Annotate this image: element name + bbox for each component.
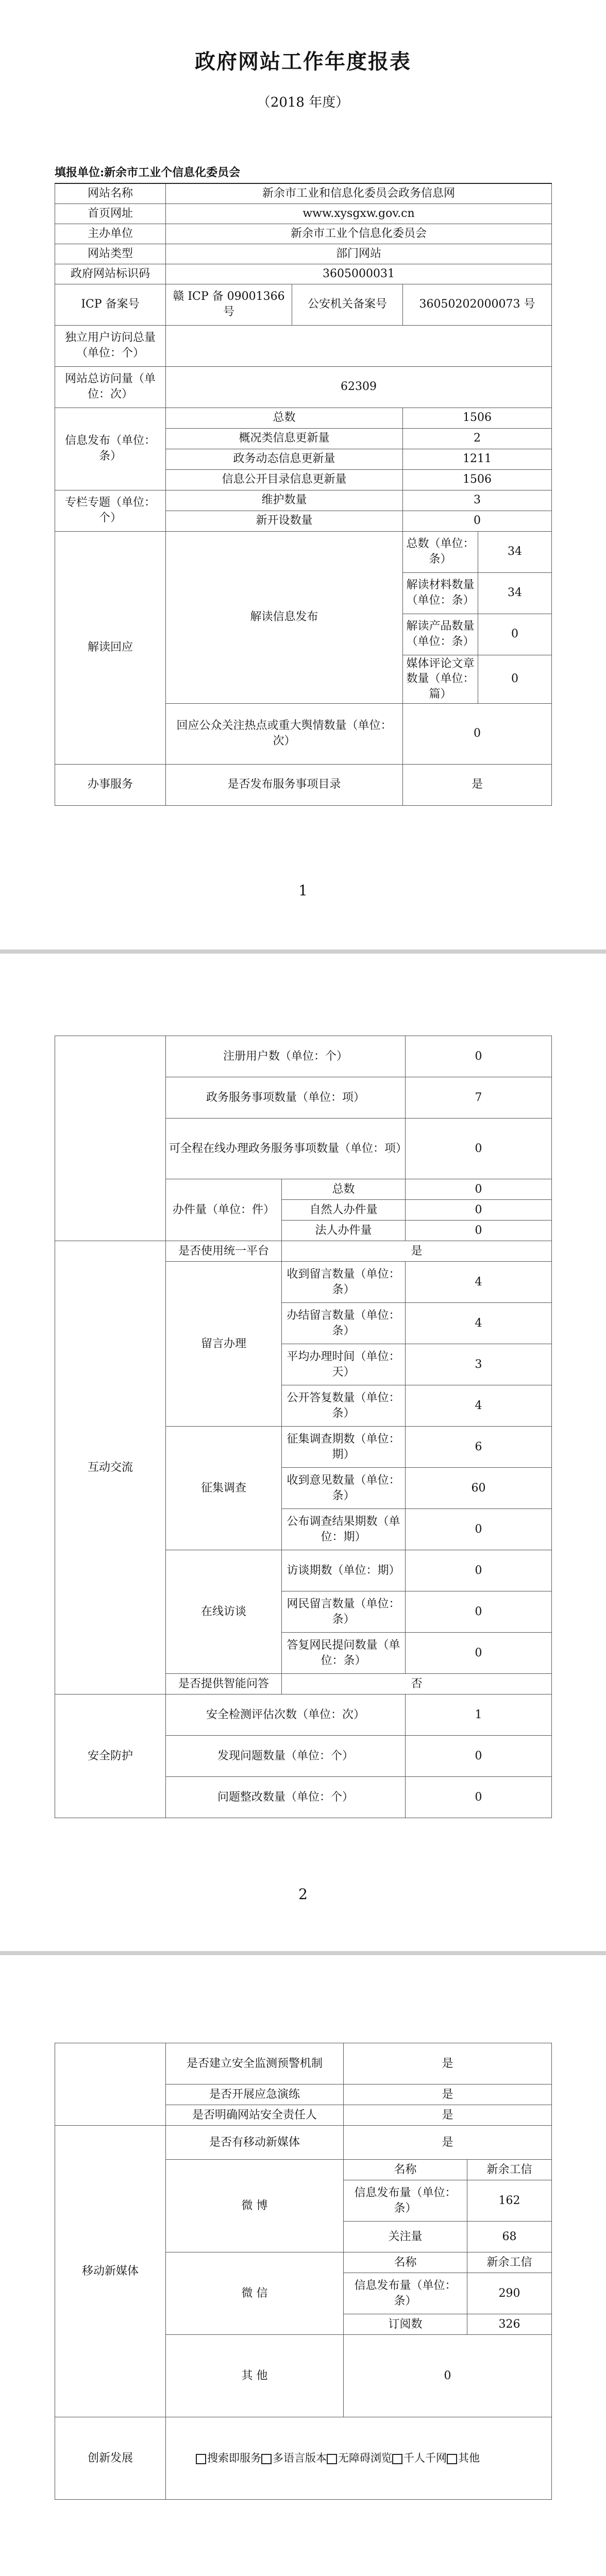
label-info-news: 政务动态信息更新量 bbox=[166, 449, 403, 469]
value-interp-total: 34 bbox=[478, 531, 552, 572]
label-site-id: 政府网站标识码 bbox=[55, 264, 166, 284]
label-handle: 办件量（单位：件） bbox=[166, 1179, 282, 1241]
label-wechat-name: 名称 bbox=[344, 2252, 467, 2273]
page-number-1: 1 bbox=[298, 882, 308, 899]
label-columns: 专栏专题（单位：个） bbox=[55, 490, 166, 531]
checkbox-search-service[interactable] bbox=[196, 2454, 206, 2464]
label-info-total: 总数 bbox=[166, 408, 403, 428]
label-interp-material: 解读材料数量（单位：条） bbox=[403, 572, 478, 614]
label-security: 安全防护 bbox=[55, 1694, 166, 1818]
value-sec-fixed: 0 bbox=[406, 1777, 552, 1818]
label-interview-q: 网民留言数量（单位：条） bbox=[282, 1591, 406, 1633]
value-info-catalog: 1506 bbox=[403, 469, 552, 490]
label-info-catalog: 信息公开目录信息更新量 bbox=[166, 469, 403, 490]
value-survey-count: 6 bbox=[406, 1427, 552, 1468]
label-info-overview: 概况类信息更新量 bbox=[166, 428, 403, 449]
option-personalized: 千人千网 bbox=[403, 2452, 447, 2465]
label-weibo-posts: 信息发布量（单位：条） bbox=[344, 2180, 467, 2222]
label-msg-recv: 收到留言数量（单位：条） bbox=[282, 1262, 406, 1303]
label-innovation: 创新发展 bbox=[55, 2417, 166, 2500]
value-page-views: 62309 bbox=[166, 366, 552, 408]
label-info-publish: 信息发布（单位：条） bbox=[55, 408, 166, 490]
label-interview: 在线访谈 bbox=[166, 1550, 282, 1674]
value-interp-media: 0 bbox=[478, 655, 552, 703]
option-search-service: 搜索即服务 bbox=[207, 2452, 261, 2465]
value-sec-drill: 是 bbox=[344, 2084, 552, 2105]
label-interpretation: 解读回应 bbox=[55, 531, 166, 764]
value-unique-visitors bbox=[166, 325, 552, 366]
label-home-url: 首页网址 bbox=[55, 204, 166, 224]
label-handle-legal: 法人办件量 bbox=[282, 1221, 406, 1241]
value-unified-platform: 是 bbox=[282, 1241, 552, 1262]
value-msg-public: 4 bbox=[406, 1385, 552, 1427]
label-wechat-subs: 订阅数 bbox=[344, 2314, 467, 2335]
label-sec-drill: 是否开展应急演练 bbox=[166, 2084, 344, 2105]
label-service: 办事服务 bbox=[55, 764, 166, 805]
value-wechat-name: 新余工信 bbox=[467, 2252, 552, 2273]
value-reg-users: 0 bbox=[406, 1036, 552, 1077]
report-table-page-3 bbox=[55, 2043, 552, 2500]
label-service-cont bbox=[55, 1036, 166, 1241]
label-interp-media: 媒体评论文章数量（单位：篇） bbox=[403, 655, 478, 703]
value-interview-q: 0 bbox=[406, 1591, 552, 1633]
label-messages: 留言办理 bbox=[166, 1262, 282, 1427]
label-sec-fixed: 问题整改数量（单位：个） bbox=[166, 1777, 406, 1818]
value-home-url: www.xysgxw.gov.cn bbox=[166, 204, 552, 224]
value-service-catalog: 是 bbox=[403, 764, 552, 805]
value-column-maint: 3 bbox=[403, 490, 552, 511]
value-survey-opinion: 60 bbox=[406, 1468, 552, 1509]
option-accessibility: 无障碍浏览 bbox=[338, 2452, 392, 2465]
page-number-2: 2 bbox=[298, 1886, 308, 1903]
value-site-name: 新余市工业和信息化委员会政务信息网 bbox=[166, 183, 552, 204]
checkbox-accessibility[interactable] bbox=[327, 2454, 337, 2464]
label-interaction: 互动交流 bbox=[55, 1241, 166, 1694]
label-sec-monitor: 是否建立安全监测预警机制 bbox=[166, 2043, 344, 2084]
value-sec-check: 1 bbox=[406, 1694, 552, 1736]
value-handle-total: 0 bbox=[406, 1179, 552, 1200]
value-svc-online: 0 bbox=[406, 1118, 552, 1179]
value-smart-qa: 否 bbox=[282, 1674, 552, 1694]
label-column-new: 新开设数量 bbox=[166, 511, 403, 531]
value-site-type: 部门网站 bbox=[166, 244, 552, 264]
label-wechat: 微 信 bbox=[166, 2252, 344, 2335]
value-column-new: 0 bbox=[403, 511, 552, 531]
label-security-cont bbox=[55, 2043, 166, 2126]
label-sec-found: 发现问题数量（单位：个） bbox=[166, 1736, 406, 1777]
label-service-catalog: 是否发布服务事项目录 bbox=[166, 764, 403, 805]
label-page-views: 网站总访问量（单位：次） bbox=[55, 366, 166, 408]
label-column-maint: 维护数量 bbox=[166, 490, 403, 511]
value-interview-count: 0 bbox=[406, 1550, 552, 1591]
label-weibo-fans: 关注量 bbox=[344, 2222, 467, 2252]
option-multilingual: 多语言版本 bbox=[273, 2452, 327, 2465]
value-interview-a: 0 bbox=[406, 1633, 552, 1674]
label-reg-users: 注册用户数（单位：个） bbox=[166, 1036, 406, 1077]
value-sec-owner: 是 bbox=[344, 2105, 552, 2126]
label-mobile: 移动新媒体 bbox=[55, 2126, 166, 2417]
value-info-news: 1211 bbox=[403, 449, 552, 469]
value-mobile-has: 是 bbox=[344, 2126, 552, 2160]
label-msg-days: 平均办理时间（单位：天） bbox=[282, 1344, 406, 1385]
label-weibo: 微 博 bbox=[166, 2160, 344, 2252]
label-wechat-posts: 信息发布量（单位：条） bbox=[344, 2273, 467, 2314]
label-sec-owner: 是否明确网站安全责任人 bbox=[166, 2105, 344, 2126]
report-title: 政府网站工作年度报表 bbox=[195, 49, 411, 74]
value-sec-found: 0 bbox=[406, 1736, 552, 1777]
value-sec-monitor: 是 bbox=[344, 2043, 552, 2084]
label-interview-a: 答复网民提问数量（单位：条） bbox=[282, 1633, 406, 1674]
label-survey-result: 公布调查结果期数（单位：期） bbox=[282, 1509, 406, 1550]
value-icp: 赣 ICP 备 09001366 号 bbox=[166, 284, 292, 325]
checkbox-personalized[interactable] bbox=[392, 2454, 402, 2464]
value-msg-recv: 4 bbox=[406, 1262, 552, 1303]
value-msg-done: 4 bbox=[406, 1303, 552, 1344]
value-sponsor: 新余市工业个信息化委员会 bbox=[166, 224, 552, 244]
label-svc-items: 政务服务事项数量（单位：项） bbox=[166, 1077, 406, 1118]
value-msg-days: 3 bbox=[406, 1344, 552, 1385]
label-interp-publish: 解读信息发布 bbox=[166, 531, 403, 703]
label-interp-total: 总数（单位：条） bbox=[403, 531, 478, 572]
value-weibo-name: 新余工信 bbox=[467, 2160, 552, 2180]
label-site-name: 网站名称 bbox=[55, 183, 166, 204]
label-weibo-name: 名称 bbox=[344, 2160, 467, 2180]
value-police: 36050202000073 号 bbox=[403, 284, 552, 325]
value-info-total: 1506 bbox=[403, 408, 552, 428]
page-separator bbox=[0, 950, 606, 954]
checkbox-other[interactable] bbox=[447, 2454, 457, 2464]
label-site-type: 网站类型 bbox=[55, 244, 166, 264]
page-separator bbox=[0, 1951, 606, 1955]
value-handle-legal: 0 bbox=[406, 1221, 552, 1241]
label-smart-qa: 是否提供智能问答 bbox=[166, 1674, 282, 1694]
label-police: 公安机关备案号 bbox=[292, 284, 403, 325]
label-survey-opinion: 收到意见数量（单位：条） bbox=[282, 1468, 406, 1509]
value-other-media: 0 bbox=[344, 2335, 552, 2417]
value-interp-material: 34 bbox=[478, 572, 552, 614]
value-site-id: 3605000031 bbox=[166, 264, 552, 284]
report-table-page-2 bbox=[55, 1036, 552, 1818]
label-other-media: 其 他 bbox=[166, 2335, 344, 2417]
label-sec-check: 安全检测评估次数（单位：次） bbox=[166, 1694, 406, 1736]
value-survey-result: 0 bbox=[406, 1509, 552, 1550]
label-unique-visitors: 独立用户访问总量（单位：个） bbox=[55, 325, 166, 366]
report-table-page-1 bbox=[55, 183, 552, 806]
innovation-options bbox=[166, 2417, 552, 2500]
label-unified-platform: 是否使用统一平台 bbox=[166, 1241, 282, 1262]
value-weibo-posts: 162 bbox=[467, 2180, 552, 2222]
label-sponsor: 主办单位 bbox=[55, 224, 166, 244]
reporting-unit: 填报单位:新余市工业个信息化委员会 bbox=[55, 166, 241, 179]
label-interview-count: 访谈期数（单位：期） bbox=[282, 1550, 406, 1591]
value-wechat-posts: 290 bbox=[467, 2273, 552, 2314]
label-handle-person: 自然人办件量 bbox=[282, 1200, 406, 1221]
label-mobile-has: 是否有移动新媒体 bbox=[166, 2126, 344, 2160]
value-interp-response: 0 bbox=[403, 703, 552, 764]
checkbox-multilingual[interactable] bbox=[261, 2454, 272, 2464]
label-handle-total: 总数 bbox=[282, 1179, 406, 1200]
value-svc-items: 7 bbox=[406, 1077, 552, 1118]
option-other: 其他 bbox=[458, 2452, 480, 2465]
report-year: （2018 年度） bbox=[257, 95, 349, 110]
label-msg-done: 办结留言数量（单位：条） bbox=[282, 1303, 406, 1344]
value-info-overview: 2 bbox=[403, 428, 552, 449]
label-survey: 征集调查 bbox=[166, 1427, 282, 1550]
label-interp-response: 回应公众关注热点或重大舆情数量（单位：次） bbox=[166, 703, 403, 764]
label-svc-online: 可全程在线办理政务服务事项数量（单位：项） bbox=[166, 1118, 406, 1179]
label-msg-public: 公开答复数量（单位：条） bbox=[282, 1385, 406, 1427]
value-wechat-subs: 326 bbox=[467, 2314, 552, 2335]
value-interp-product: 0 bbox=[478, 614, 552, 655]
label-interp-product: 解读产品数量（单位：条） bbox=[403, 614, 478, 655]
label-survey-count: 征集调查期数（单位：期） bbox=[282, 1427, 406, 1468]
label-icp: ICP 备案号 bbox=[55, 284, 166, 325]
value-weibo-fans: 68 bbox=[467, 2222, 552, 2252]
value-handle-person: 0 bbox=[406, 1200, 552, 1221]
